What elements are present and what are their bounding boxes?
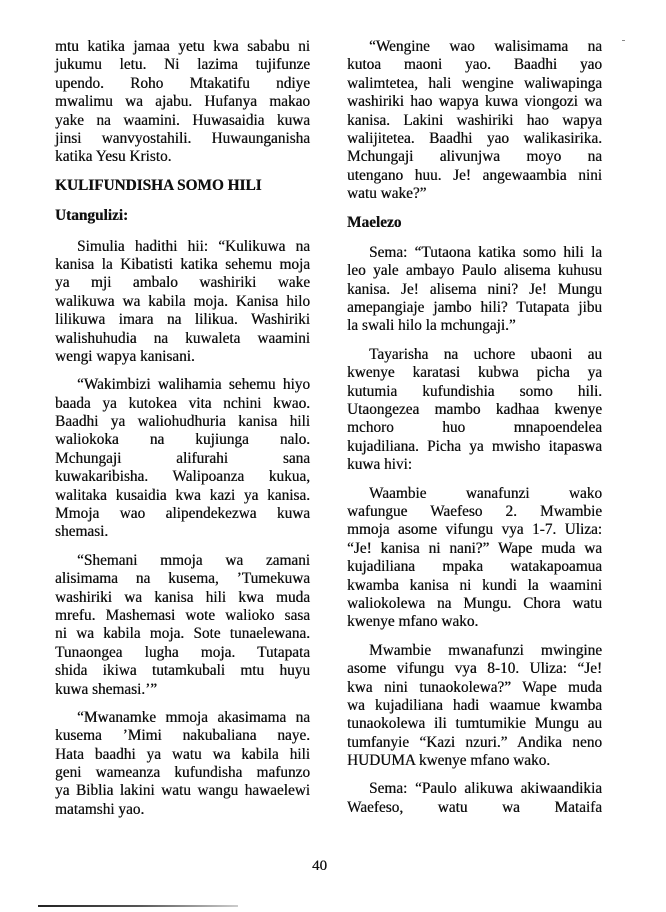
text-line: walikuwa wa kabila moja. Kanisa hilo	[55, 292, 310, 310]
text-line: Utaongezea mambo kadhaa kwenye	[347, 401, 602, 419]
text-line: “Mwanamke mmoja akasimama na	[77, 708, 310, 726]
text-line: yake na waamini. Huwasaidia kuwa	[55, 111, 310, 129]
text-line: watu wake?”	[347, 185, 427, 203]
text-line: mchoro huo mnapoendelea	[347, 419, 602, 437]
text-line: mmoja asome vifungu vya 1-7. Uliza:	[347, 521, 602, 539]
text-line: “Wengine wao walisimama na	[369, 38, 602, 55]
text-line: kusema ’Mimi nakubaliana naye.	[55, 727, 310, 745]
paragraph	[55, 38, 310, 167]
paragraph	[347, 38, 602, 204]
text-line: kwa nini tunaokolewa?” Wape muda	[347, 678, 602, 696]
text-line: kwenye mfano wako.	[347, 613, 479, 631]
left-column	[55, 38, 310, 829]
text-line: “Je! kanisa ni nani?” Wape muda wa	[347, 539, 602, 557]
paragraph	[55, 552, 310, 699]
text-line: wengi wapya kanisani.	[55, 347, 195, 365]
text-line: wa kujadiliana hadi waamue kwamba	[347, 696, 602, 714]
text-line: walishuhudia na kuwaleta waamini	[55, 329, 310, 347]
section-heading: KULIFUNDISHA SOMO HILI	[55, 176, 262, 194]
text-line: Sema: “Paulo alikuwa akiwaandikia	[369, 780, 602, 798]
text-line: mtu katika jamaa yetu kwa sababu ni	[55, 38, 310, 55]
text-line: kuwakaribisha. Walipoanza kukua,	[55, 468, 310, 486]
text-line: matamshi yao.	[55, 800, 145, 818]
text-line: Mchungaji alivunjwa moyo na	[347, 148, 602, 166]
text-line: ya Biblia lakini watu wangu hawaelewi	[55, 782, 310, 800]
paragraph	[55, 376, 310, 542]
text-line: asome vifungu vya 8-10. Uliza: “Je!	[347, 660, 602, 678]
text-line: Mchungaji alifurahi sana	[55, 449, 310, 467]
text-line: shida ikiwa tutamkubali mtu huyu	[55, 662, 310, 680]
text-line: washiriki hao wapya kuwa viongozi wa	[347, 93, 602, 111]
paragraph	[347, 780, 602, 817]
paragraph	[55, 709, 310, 819]
text-line: waliokoka na kujiunga nalo.	[55, 431, 310, 449]
text-line: ya mji ambalo washiriki wake	[55, 274, 310, 292]
text-line: wafungue Waefeso 2. Mwambie	[347, 503, 602, 520]
text-line: tumfanyie “Kazi nzuri.” Andika neno	[347, 733, 602, 751]
paragraph	[347, 485, 602, 632]
text-line: washiriki wa kanisa hili kwa muda	[55, 588, 310, 606]
text-line: HUDUMA kwenye mfano wako.	[347, 752, 551, 770]
text-line: lilikuwa imara na lilikua. Washiriki	[55, 311, 310, 329]
text-line: mwalimu wa ajabu. Hufanya makao	[55, 93, 310, 111]
text-line: Waambie wanafunzi wako	[369, 484, 602, 502]
paragraph	[347, 642, 602, 771]
text-line: kujadiliana. Picha ya mwisho itapaswa	[347, 437, 602, 455]
paragraph	[347, 346, 602, 475]
text-line: Tunaongea lugha moja. Tutapata	[55, 643, 310, 661]
text-line: leo yale ambayo Paulo alisema kuhusu	[347, 262, 602, 280]
text-line: tunaokolewa ili tumtumikie Mungu au	[347, 715, 602, 733]
paragraph	[347, 244, 602, 336]
text-line: kuwa hivi:	[347, 456, 413, 474]
text-line: ni wa kabila moja. Sote tunaelewana.	[55, 625, 310, 643]
text-line: Waefeso, watu wa Mataifa	[347, 798, 602, 816]
text-line: kanisa la Kibatisti katika sehemu moja	[55, 255, 310, 273]
text-line: jukumu letu. Ni lazima tujifunze	[55, 56, 310, 74]
section-heading: Maelezo	[347, 213, 402, 231]
right-column	[347, 38, 602, 827]
text-line: utengano huu. Je! angewaambia nini	[347, 166, 602, 184]
page-number: 40	[312, 858, 327, 874]
text-line: Sema: “Tutaona katika somo hili la	[369, 243, 602, 261]
text-line: Mwambie mwanafunzi mwingine	[369, 641, 602, 659]
section-heading: Utangulizi:	[55, 207, 129, 225]
text-line: kanisa. Je! alisema nini? Je! Mungu	[347, 280, 602, 298]
text-line: Mmoja wao alipendekezwa kuwa	[55, 505, 310, 523]
text-line: katika Yesu Kristo.	[55, 148, 172, 166]
text-line: amepangiaje jambo hili? Tutapata jibu	[347, 299, 602, 317]
text-line: Tayarisha na uchore ubaoni au	[369, 345, 602, 363]
text-line: kwamba kanisa ni kundi la waamini	[347, 576, 602, 594]
text-line: kanisa. Lakini washiriki hao wapya	[347, 111, 602, 129]
paragraph	[55, 238, 310, 367]
text-line: Hata baadhi ya watu wa kabila hili	[55, 745, 310, 763]
text-line: “Wakimbizi walihamia sehemu hiyo	[77, 376, 310, 394]
text-line: geni wameanza kufundisha mafunzo	[55, 764, 310, 782]
scan-mark	[622, 40, 625, 41]
footnote-rule	[38, 905, 238, 907]
text-line: mrefu. Mashemasi wote walioko sasa	[55, 606, 310, 624]
text-line: “Shemani mmoja wa zamani	[77, 551, 310, 569]
text-line: baada ya kutokea vita nchini kwao.	[55, 394, 310, 412]
text-line: shemasi.	[55, 523, 109, 541]
text-line: walijitetea. Baadhi yao walikasirika.	[347, 129, 602, 147]
text-line: kujadiliana mpaka watakapoamua	[347, 558, 602, 576]
text-line: walitaka kusaidia kwa kazi ya kanisa.	[55, 486, 310, 504]
text-line: jinsi wanvyostahili. Huwaunganisha	[55, 129, 310, 147]
text-line: walimtetea, hali wengine waliwapinga	[347, 74, 602, 92]
text-line: kuwa shemasi.’”	[55, 680, 157, 698]
text-line: alisimama na kusema, ’Tumekuwa	[55, 570, 310, 588]
text-line: kutumia kufundishia somo hili.	[347, 382, 602, 400]
text-line: upendo. Roho Mtakatifu ndiye	[55, 74, 310, 92]
text-line: waliokolewa na Mungu. Chora watu	[347, 594, 602, 612]
text-line: kutoa maoni yao. Baadhi yao	[347, 56, 602, 74]
text-line: Baadhi ya waliohudhuria kanisa hili	[55, 413, 310, 431]
text-line: kwenye karatasi kubwa picha ya	[347, 364, 602, 382]
text-line: la swali hilo la mchungaji.”	[347, 317, 516, 335]
text-line: Simulia hadithi hii: “Kulikuwa na	[77, 237, 310, 255]
